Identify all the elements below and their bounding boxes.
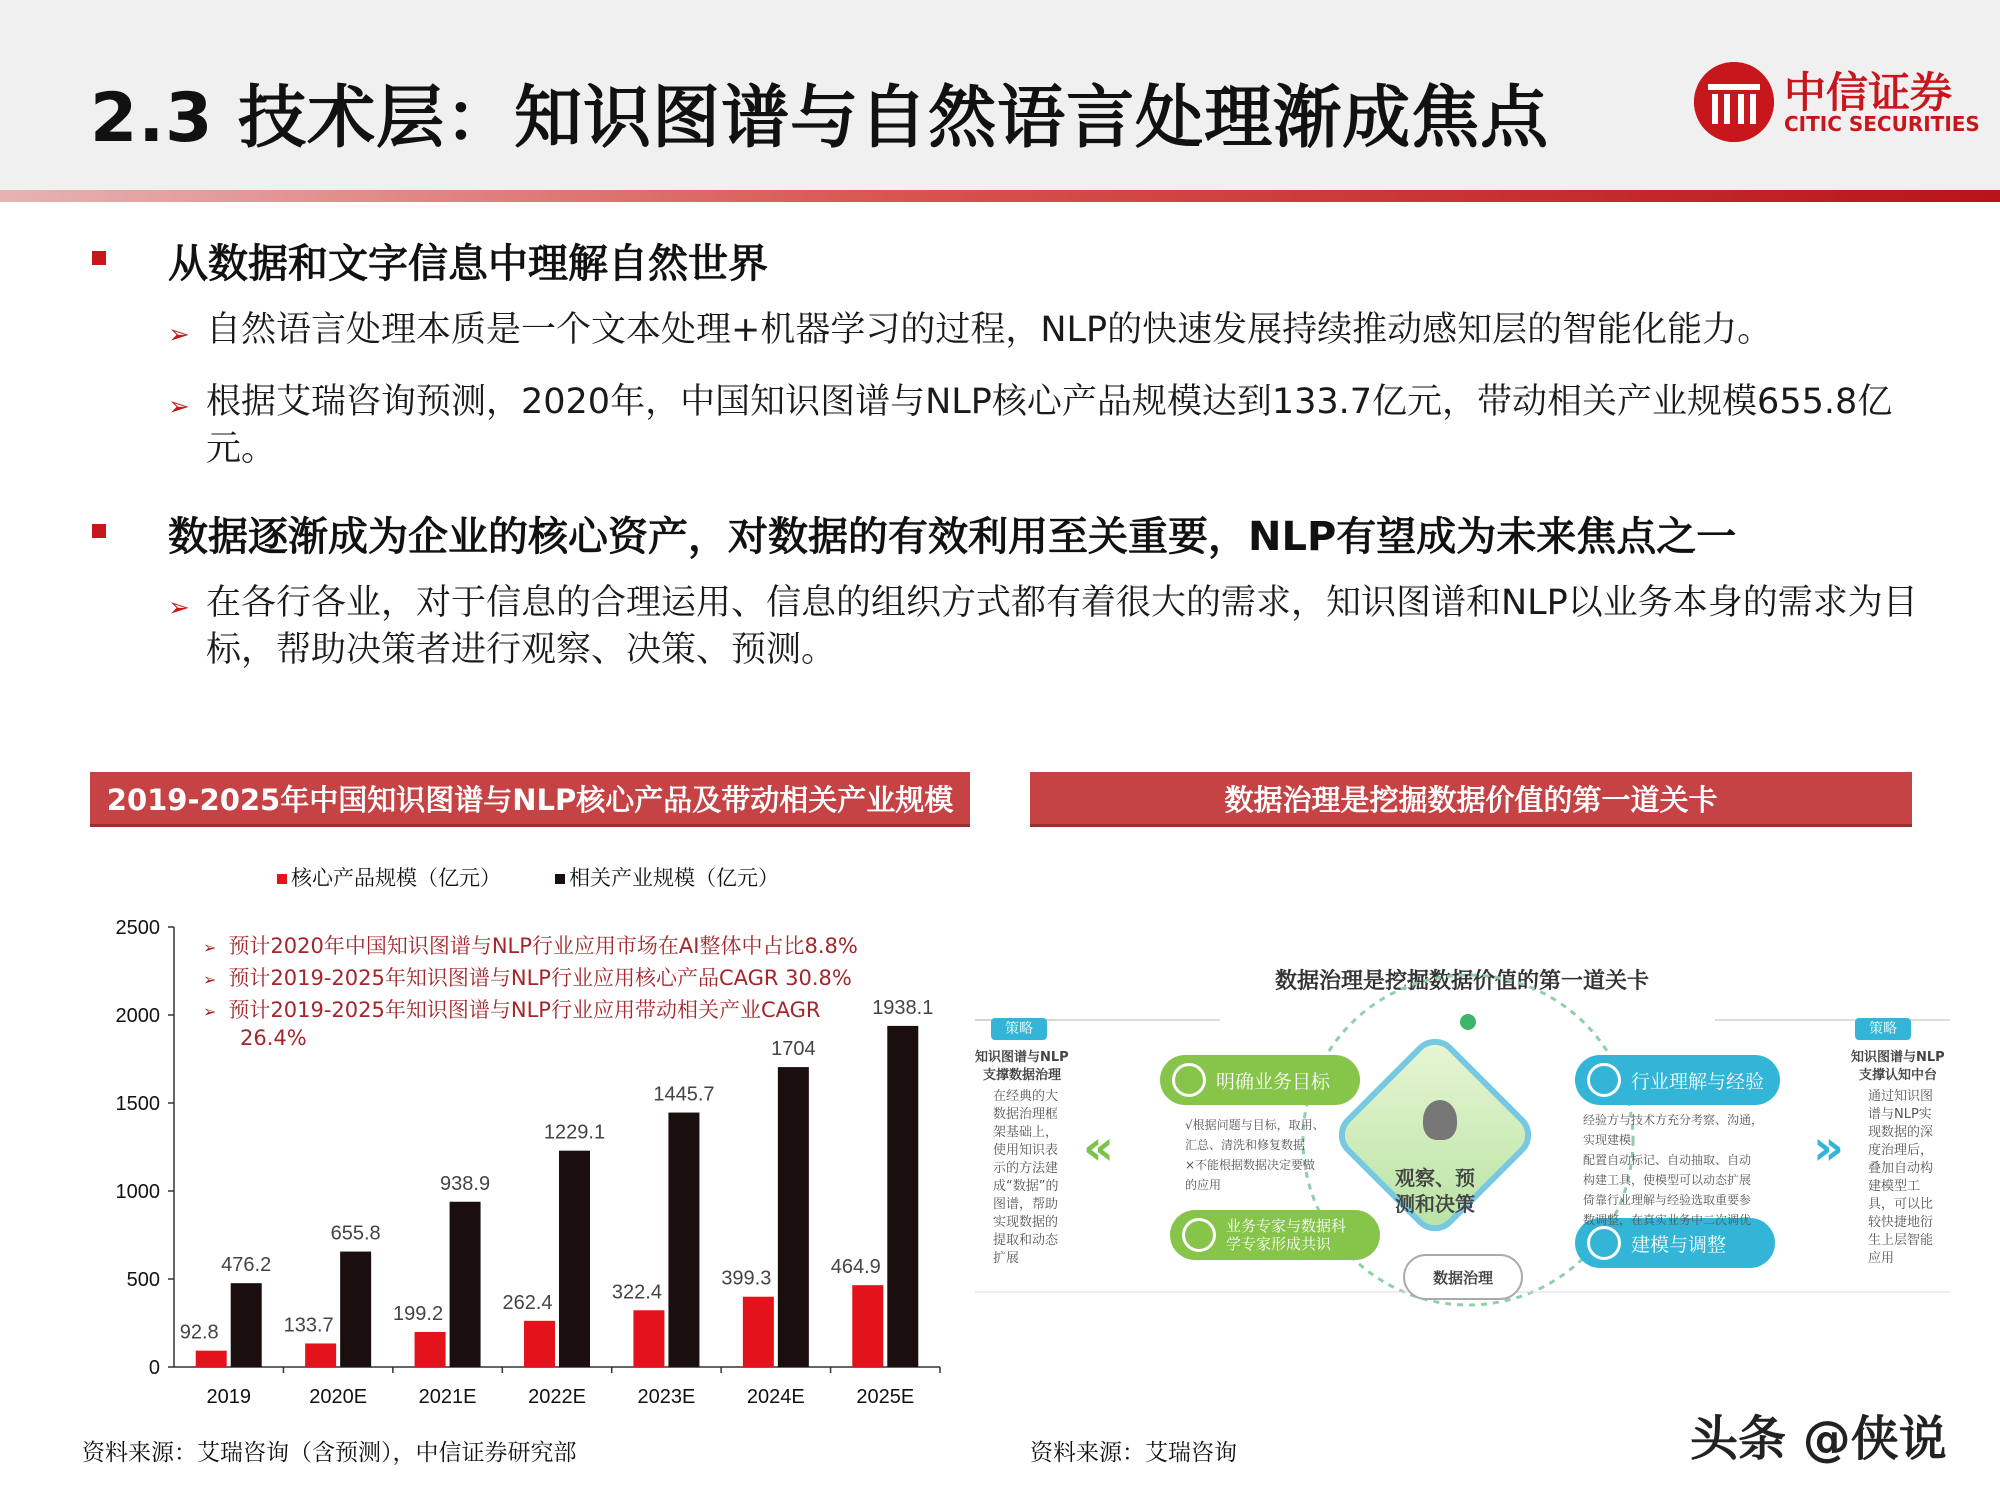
chart-annotation-3-cont: 26.4% — [240, 1026, 307, 1050]
note-line: 构建工具，使模型可以动态扩展 — [1583, 1173, 1752, 1187]
pill-label-line-2: 学专家形成共识 — [1226, 1235, 1332, 1253]
note-business-goal — [1185, 1115, 1325, 1195]
arrow-bullet-icon: ➢ — [203, 1002, 217, 1021]
data-label: 938.9 — [440, 1172, 491, 1195]
bar-related — [887, 1026, 918, 1367]
x-tick-label: 2020E — [309, 1386, 368, 1408]
note-line: 实现建模 — [1583, 1133, 1632, 1147]
goal-icon — [1172, 1063, 1206, 1097]
gauge-icon — [1182, 1218, 1216, 1252]
note-line: 数调整，在真实业务中二次调优 — [1583, 1213, 1752, 1227]
legend-label: 相关产业规模（亿元） — [569, 866, 779, 890]
x-tick-label: 2024E — [746, 1386, 805, 1408]
y-tick-label: 2500 — [115, 917, 160, 939]
heart-icon — [1587, 1226, 1621, 1260]
y-tick-label: 1000 — [115, 1181, 160, 1203]
bar-related — [231, 1283, 262, 1367]
page-title: 2.3 技术层：知识图谱与自然语言处理渐成焦点 — [90, 79, 1550, 158]
logo-english-name: CITIC SECURITIES — [1784, 112, 1980, 136]
arrow-bullet-icon: ➢ — [168, 392, 190, 422]
data-governance-diagram — [975, 950, 1950, 1320]
chart-annotation-2 — [203, 962, 852, 992]
note-line: 汇总、清洗和修复数据 — [1185, 1138, 1306, 1152]
annotation-text: 预计2020年中国知识图谱与NLP行业应用市场在AI整体中占比8.8% — [228, 934, 858, 958]
y-tick-label: 1500 — [115, 1093, 160, 1115]
note-line: 配置自动标记、自动抽取、自动 — [1583, 1153, 1752, 1167]
x-tick-label: 2021E — [418, 1386, 477, 1408]
data-governance-box: 数据治理 — [1403, 1254, 1523, 1300]
data-label: 1229.1 — [543, 1121, 606, 1144]
left-strategy-text: 在经典的大数据治理框架基础上，使用知识表示的方法建成“数据”的图谱，帮助实现数据的提取和动态扩展 — [993, 1089, 1059, 1266]
data-label: 655.8 — [330, 1222, 381, 1245]
chevron-right-icon: » — [1813, 1120, 1845, 1176]
data-label: 1938.1 — [872, 996, 934, 1019]
pill-label-line-1: 业务专家与数据科 — [1226, 1217, 1347, 1235]
left-strategy-tag: 策略 — [991, 1018, 1047, 1040]
arrow-bullet-icon: ➢ — [168, 593, 190, 623]
right-strategy-heading-2: 支撑认知中台 — [1859, 1068, 1938, 1083]
data-label: 262.4 — [502, 1291, 553, 1314]
chart-annotation-1 — [203, 930, 858, 960]
bar-related — [668, 1113, 699, 1367]
bar-core — [743, 1297, 774, 1367]
bar-related — [778, 1067, 809, 1367]
right-strategy-tag: 策略 — [1855, 1018, 1911, 1040]
y-tick-label: 2000 — [115, 1005, 160, 1027]
data-label: 322.4 — [611, 1281, 662, 1304]
arrow-bullet-icon: ➢ — [168, 320, 190, 350]
arrow-bullet-icon: ➢ — [203, 970, 217, 989]
annotation-text: 预计2019-2025年知识图谱与NLP行业应用带动相关产业CAGR — [228, 998, 821, 1022]
pill-label: 明确业务目标 — [1216, 1070, 1331, 1093]
diagram-title: 数据治理是挖掘数据价值的第一道关卡 — [1275, 969, 1650, 994]
right-strategy-text: 通过知识图谱与NLP实现数据的深度治理后，叠加自动构建模型工具，可以比较快捷地衍生上层智能应用 — [1868, 1089, 1934, 1266]
pill-label: 建模与调整 — [1631, 1233, 1727, 1256]
bullet-2-sub-1: 在各行各业，对于信息的合理运用、信息的组织方式都有着很大的需求，知识图谱和NLP以业务本身的需求为目标，帮助决策者进行观察、决策、预测。 — [206, 583, 1918, 670]
arrow-bullet-icon: ➢ — [203, 938, 217, 957]
data-label: 399.3 — [721, 1267, 772, 1290]
logo-chinese-name: 中信证券 — [1784, 68, 1953, 117]
header-accent-bar — [0, 190, 2000, 202]
x-tick-label: 2019 — [206, 1386, 251, 1408]
center-label: 观察、预测和决策 — [1395, 1166, 1475, 1216]
bar-core — [852, 1285, 883, 1367]
annotation-text: 预计2019-2025年知识图谱与NLP行业应用核心产品CAGR 30.8% — [228, 966, 852, 990]
note-industry — [1583, 1110, 1763, 1230]
bar-core — [633, 1310, 664, 1367]
watermark: 头条 @侠说 — [1690, 1411, 1947, 1467]
bar-related — [450, 1202, 481, 1367]
medal-icon — [1587, 1063, 1621, 1097]
lightbulb-icon — [1423, 1100, 1457, 1140]
bullet-heading-1: 从数据和文字信息中理解自然世界 — [168, 241, 768, 287]
right-strategy-heading: 知识图谱与NLP — [1851, 1050, 1945, 1065]
data-label: 1704 — [771, 1038, 816, 1061]
bullet-1-sub-2: 根据艾瑞咨询预测，2020年，中国知识图谱与NLP核心产品规模达到133.7亿元，带动相关产业规模655.8亿元。 — [206, 382, 1893, 469]
data-label: 464.9 — [830, 1256, 881, 1279]
note-line: 经验方与技术方充分考察、沟通， — [1583, 1113, 1764, 1127]
bullet-square-icon — [92, 251, 106, 265]
data-label: 1445.7 — [653, 1083, 715, 1106]
bar-core — [305, 1343, 336, 1367]
x-tick-label: 2025E — [856, 1386, 915, 1408]
bar-related — [559, 1151, 590, 1367]
pill-expert-consensus — [1170, 1210, 1380, 1260]
chevron-left-icon: « — [1083, 1120, 1115, 1176]
diagram-source: 资料来源：艾瑞咨询 — [1030, 1440, 1237, 1466]
x-tick-label: 2022E — [528, 1386, 586, 1408]
data-label: 92.8 — [179, 1321, 219, 1344]
bar-core — [415, 1332, 446, 1367]
chart-source: 资料来源：艾瑞咨询（含预测），中信证券研究部 — [82, 1440, 577, 1466]
pill-label: 行业理解与经验 — [1631, 1070, 1765, 1093]
citic-logo — [1694, 58, 1980, 148]
diagram-banner: 数据治理是挖掘数据价值的第一道关卡 — [1030, 772, 1912, 824]
note-line: ×不能根据数据决定要做 — [1185, 1158, 1316, 1172]
chart-banner: 2019-2025年中国知识图谱与NLP核心产品及带动相关产业规模 — [90, 772, 970, 824]
data-label: 133.7 — [283, 1314, 334, 1337]
citic-logo-icon — [1694, 62, 1774, 142]
left-strategy-heading-2: 支撑数据治理 — [983, 1068, 1062, 1083]
data-label: 199.2 — [393, 1302, 444, 1325]
pill-business-goal — [1160, 1055, 1360, 1105]
bar-related — [340, 1252, 371, 1367]
x-tick-label: 2023E — [637, 1386, 696, 1408]
bar-core — [196, 1351, 227, 1367]
bullet-heading-2: 数据逐渐成为企业的核心资产，对数据的有效利用至关重要，NLP有望成为未来焦点之一 — [168, 514, 1737, 560]
y-tick-label: 500 — [126, 1269, 160, 1291]
bar-core — [524, 1321, 555, 1367]
data-label: 476.2 — [221, 1254, 272, 1277]
pill-label — [1226, 1217, 1346, 1253]
note-line: 倚靠行业理解与经验选取重要参 — [1583, 1193, 1752, 1207]
bullet-1-sub-1: 自然语言处理本质是一个文本处理+机器学习的过程，NLP的快速发展持续推动感知层的智能化能力。 — [206, 310, 1773, 350]
pill-industry-experience — [1575, 1055, 1780, 1105]
chart-annotation-3 — [203, 994, 820, 1024]
legend-label: 核心产品规模（亿元） — [291, 866, 501, 890]
bullet-square-icon — [92, 524, 106, 538]
note-line: √根据问题与目标，取用、 — [1185, 1118, 1325, 1132]
note-line: 的应用 — [1185, 1178, 1222, 1192]
left-strategy-heading: 知识图谱与NLP — [975, 1050, 1069, 1065]
y-tick-label: 0 — [148, 1357, 160, 1379]
